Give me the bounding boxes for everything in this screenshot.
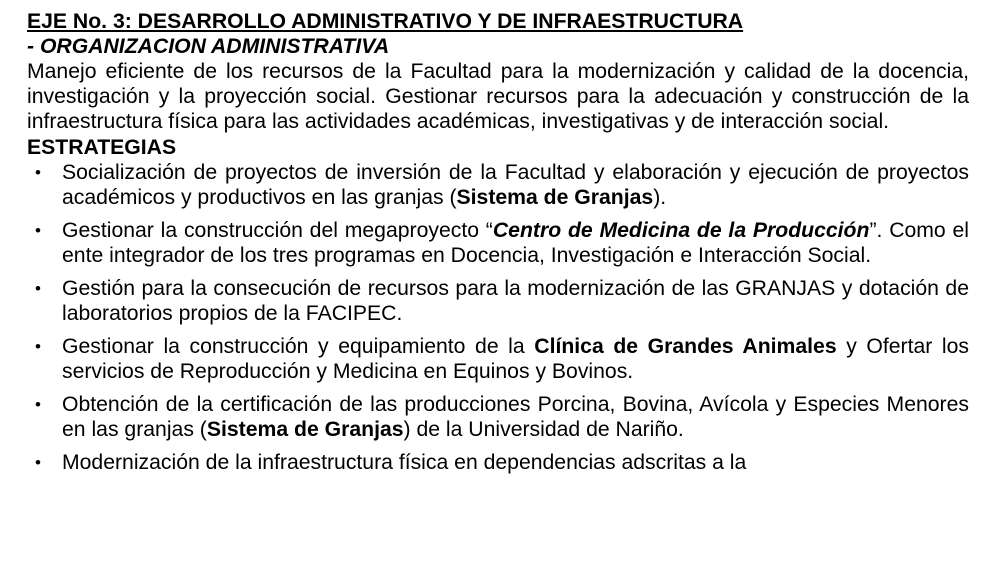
bullet-text: Modernización de la infraestructura física en dependencias adscritas a la <box>62 451 747 474</box>
bullet-text: Gestionar la construcción y equipamiento de la <box>62 335 535 358</box>
bullet-text: Obtención de la certificación de las producciones Porcina, Bovina, Avícola y Especies Menores en las granjas ( <box>62 393 969 441</box>
bullet-icon: • <box>35 453 41 472</box>
bullet-text: ) de la Universidad de Nariño. <box>403 418 684 441</box>
bullet-bold-text: Sistema de Granjas <box>206 418 404 441</box>
bullet-icon: • <box>35 337 41 356</box>
strategies-title: ESTRATEGIAS <box>27 136 177 159</box>
bullet-icon: • <box>35 163 41 182</box>
bullet-bold-text: Clínica de Grandes Animales <box>534 335 837 358</box>
list-item <box>27 334 969 384</box>
bullet-text: y Ofertar los servicios de Reproducción y Medicina en Equinos y Bovinos. <box>62 335 969 383</box>
bullet-icon: • <box>35 395 41 414</box>
section-subheading: - ORGANIZACION ADMINISTRATIVA <box>27 35 390 58</box>
bullet-text: Gestionar la construcción del megaproyecto “ <box>62 219 493 242</box>
bullet-text: ”. Como el ente integrador de los tres programas en Docencia, Investigación e Interacción Social. <box>62 219 969 267</box>
list-item <box>27 450 969 475</box>
list-item <box>27 276 969 326</box>
strategies-list <box>27 160 969 475</box>
bullet-bold-text: Sistema de Granjas <box>456 186 654 209</box>
bullet-text: Gestión para la consecución de recursos para la modernización de las GRANJAS y dotación de laboratorios propios de la FACIPEC. <box>62 277 969 325</box>
document-page <box>27 9 969 483</box>
bullet-icon: • <box>35 279 41 298</box>
section-heading: EJE No. 3: DESARROLLO ADMINISTRATIVO Y DE INFRAESTRUCTURA <box>27 10 744 33</box>
list-item <box>27 392 969 442</box>
bullet-text: Socialización de proyectos de inversión de la Facultad y elaboración y ejecución de proyectos académicos y productivos en las granjas ( <box>62 161 969 209</box>
bullet-text: ). <box>653 186 667 209</box>
bullet-icon: • <box>35 221 41 240</box>
bullet-bold-italic-text: Centro de Medicina de la Producción <box>492 219 870 242</box>
intro-paragraph: Manejo eficiente de los recursos de la Facultad para la modernización y calidad de la docencia, investigación y la proyección social. Gestionar recursos para la adecuación y construcción de la infraestructura física para las actividades académicas, investigativas y de interacción social. <box>27 60 969 133</box>
list-item <box>27 218 969 268</box>
list-item <box>27 160 969 210</box>
